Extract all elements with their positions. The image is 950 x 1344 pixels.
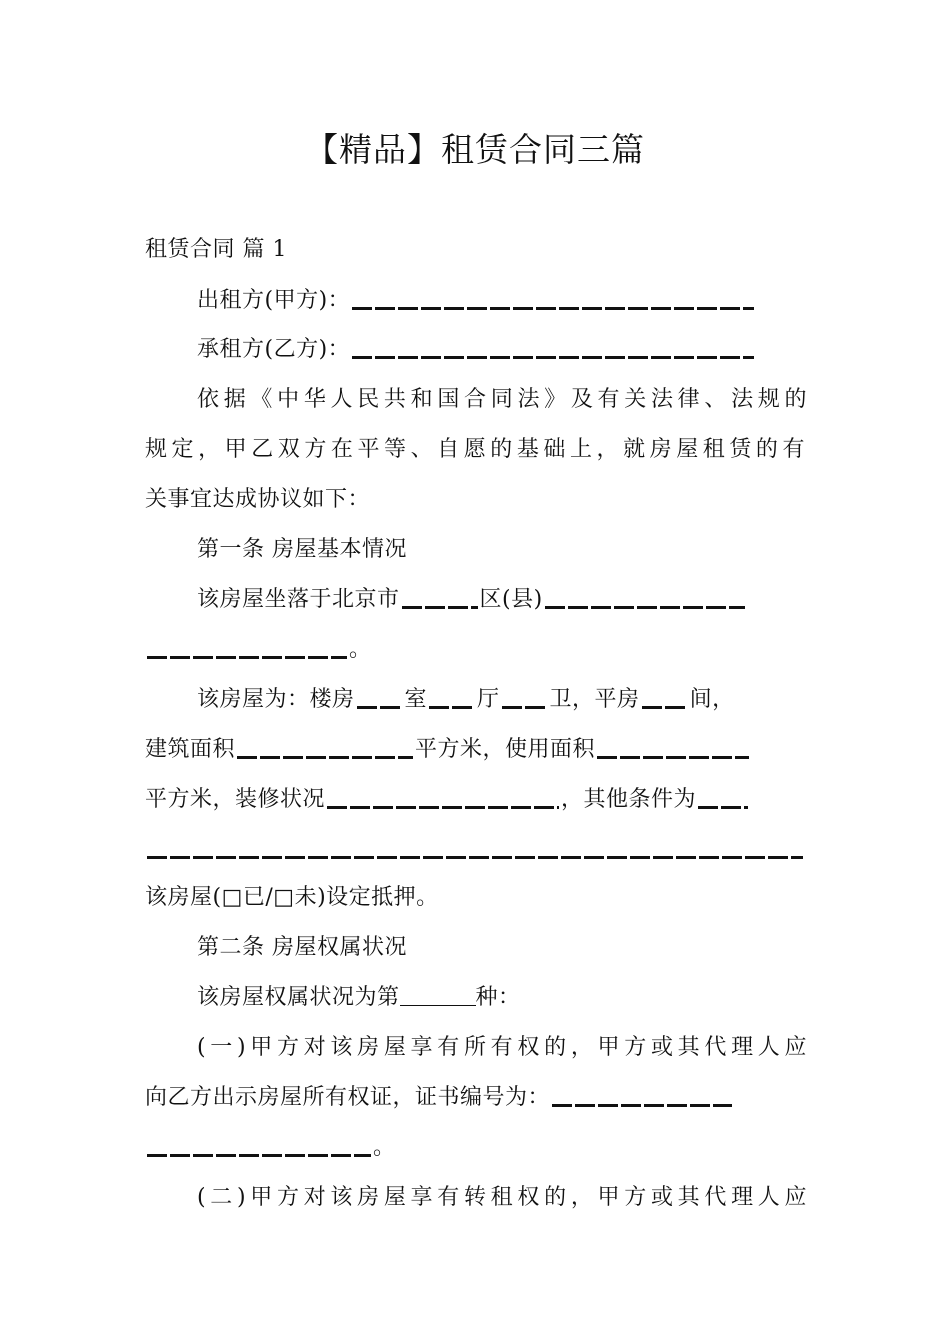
period-mark: 。 <box>349 637 372 662</box>
location-line-2 <box>145 636 805 664</box>
other-conditions-label: ，其他条件为 <box>561 787 697 812</box>
house-label-bath: 卫，平房 <box>549 687 640 712</box>
basis-line-2: 规定，甲乙双方在平等、自愿的基础上，就房屋租赁的有 <box>145 437 805 462</box>
location-line <box>197 586 807 614</box>
location-label-city: 该房屋坐落于北京市 <box>197 587 400 612</box>
baths-blank <box>502 706 548 709</box>
ownership-label: 该房屋权属状况为第 <box>197 985 400 1010</box>
ownership-line <box>197 984 807 1012</box>
area-label-usable: 平方米，使用面积 <box>415 737 596 762</box>
halls-blank <box>429 706 475 709</box>
clause-1-line-3 <box>145 1134 805 1162</box>
house-type-line <box>197 686 807 714</box>
document-title: 【精品】租赁合同三篇 <box>305 130 645 169</box>
area-line <box>145 736 805 764</box>
mortgage-line: 该房屋(□已/□未)设定抵押。 <box>145 885 439 910</box>
basis-line-3: 关事宜达成协议如下： <box>145 487 371 512</box>
lessee-label: 承租方(乙方)： <box>197 337 351 362</box>
lessor-blank <box>352 307 754 310</box>
rooms-blank <box>357 706 403 709</box>
address-blank-2 <box>147 656 347 659</box>
decoration-label: 平方米，装修状况 <box>145 787 326 812</box>
house-label-rooms: 间， <box>689 687 735 712</box>
certificate-number-blank-2 <box>147 1154 371 1157</box>
clause-1-line-1: (一)甲方对该房屋享有所有权的，甲方或其代理人应 <box>197 1035 807 1060</box>
lessee-blank <box>352 356 754 359</box>
house-label-room: 室 <box>404 687 428 712</box>
article-2-heading: 第二条 房屋权属状况 <box>197 935 407 960</box>
lessor-line <box>197 287 807 315</box>
certificate-number-blank <box>552 1104 732 1107</box>
location-label-district: 区(县) <box>479 587 543 612</box>
area-label-building: 建筑面积 <box>145 737 236 762</box>
other-conditions-blank-2 <box>147 856 803 859</box>
period-mark-2: 。 <box>373 1135 396 1160</box>
building-area-blank <box>237 756 413 759</box>
house-label-building: 该房屋为：楼房 <box>197 687 355 712</box>
clause-2-line-1: (二)甲方对该房屋享有转租权的，甲方或其代理人应 <box>197 1185 807 1210</box>
lessee-line <box>197 336 807 364</box>
ownership-type-blank <box>400 1004 476 1006</box>
certificate-label: 向乙方出示房屋所有权证，证书编号为： <box>145 1085 551 1110</box>
section-heading: 租赁合同 篇 1 <box>145 237 287 262</box>
article-1-heading: 第一条 房屋基本情况 <box>197 537 407 562</box>
usable-area-blank <box>597 756 749 759</box>
decoration-blank <box>327 806 559 809</box>
district-blank <box>402 606 478 609</box>
bungalow-blank <box>642 706 688 709</box>
other-conditions-blank <box>698 806 748 809</box>
ownership-suffix: 种： <box>475 985 521 1010</box>
basis-line-1: 依据《中华人民共和国合同法》及有关法律、法规的 <box>197 387 807 412</box>
clause-1-line-2 <box>145 1084 805 1112</box>
decoration-line <box>145 786 805 814</box>
other-conditions-line <box>145 836 805 864</box>
address-blank <box>545 606 745 609</box>
lessor-label: 出租方(甲方)： <box>197 288 351 313</box>
house-label-hall: 厅 <box>477 687 500 712</box>
